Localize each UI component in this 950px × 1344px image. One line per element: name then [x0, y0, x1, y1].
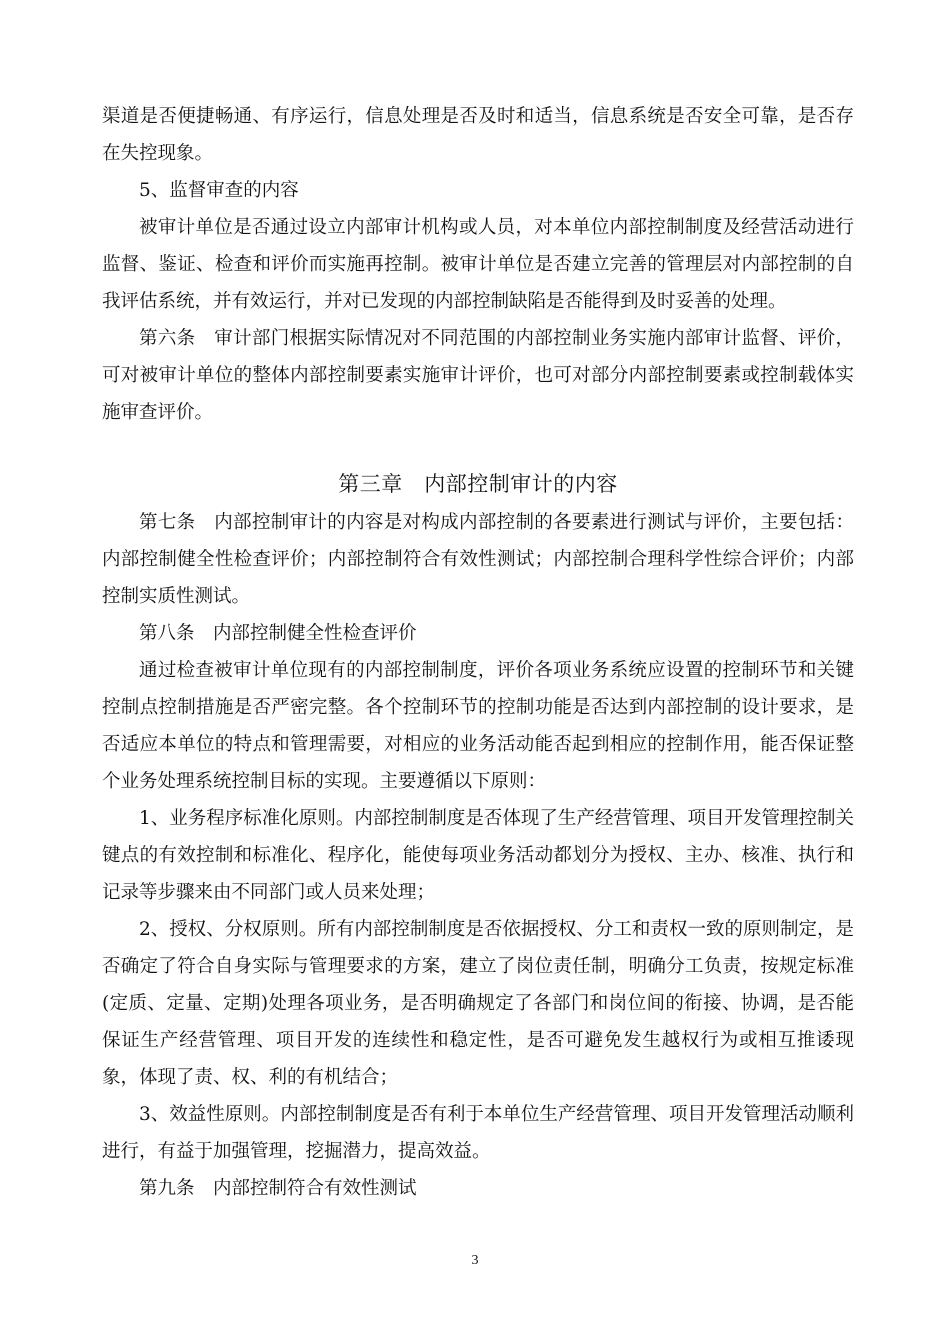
paragraph-info-channels: 渠道是否便捷畅通、有序运行，信息处理是否及时和适当，信息系统是否安全可靠，是否存在失控现象。 [102, 106, 854, 164]
paragraph-supervision-review: 被审计单位是否通过设立内部审计机构或人员，对本单位内部控制制度及经营活动进行监督、鉴证、检查和评价而实施再控制。被审计单位是否建立完善的管理层对内部控制的自我评估系统，并有效运行，并对已发现的内部控制缺陷是否能得到及时妥善的处理。 [102, 217, 854, 312]
paragraph-principle-1: 1、业务程序标准化原则。内部控制制度是否体现了生产经营管理、项目开发管理控制关键点的有效控制和标准化、程序化，能使每项业务活动都划分为授权、主办、核准、执行和记录等步骤来由不同部门或人员来处理； [102, 808, 854, 903]
paragraph-item-5-heading: 5、监督审查的内容 [139, 180, 299, 201]
paragraph-article-6: 第六条 审计部门根据实际情况对不同范围的内部控制业务实施内部审计监督、评价，可对被审计单位的整体内部控制要素实施审计评价，也可对部分内部控制要素或控制载体实施审查评价。 [102, 328, 854, 423]
chapter-title: 第三章 内部控制审计的内容 [338, 472, 618, 496]
paragraph-article-7: 第七条 内部控制审计的内容是对构成内部控制的各要素进行测试与评价，主要包括：内部控制健全性检查评价；内部控制符合有效性测试；内部控制合理科学性综合评价；内部控制实质性测试。 [102, 512, 854, 607]
paragraph-article-9-heading: 第九条 内部控制符合有效性测试 [139, 1178, 417, 1199]
paragraph-article-8-body: 通过检查被审计单位现有的内部控制制度，评价各项业务系统应设置的控制环节和关键控制点控制措施是否严密完整。各个控制环节的控制功能是否达到内部控制的设计要求，是否适应本单位的特点和管理需要，对相应的业务活动能否起到相应的控制作用，能否保证整个业务处理系统控制目标的实现。主要遵循以下原则： [102, 660, 854, 792]
paragraph-article-8-heading: 第八条 内部控制健全性检查评价 [139, 623, 417, 644]
page-number: 3 [471, 1253, 479, 1268]
paragraph-principle-2: 2、授权、分权原则。所有内部控制制度是否依据授权、分工和责权一致的原则制定，是否确定了符合自身实际与管理要求的方案，建立了岗位责任制，明确分工负责，按规定标准(定质、定量、定期)处理各项业务，是否明确规定了各部门和岗位间的衔接、协调，是否能保证生产经营管理、项目开发的连续性和稳定性，是否可避免发生越权行为或相互推诿现象，体现了责、权、利的有机结合； [102, 919, 854, 1088]
paragraph-principle-3: 3、效益性原则。内部控制制度是否有利于本单位生产经营管理、项目开发管理活动顺利进行，有益于加强管理，挖掘潜力，提高效益。 [102, 1104, 854, 1162]
document-page [102, 98, 854, 1207]
